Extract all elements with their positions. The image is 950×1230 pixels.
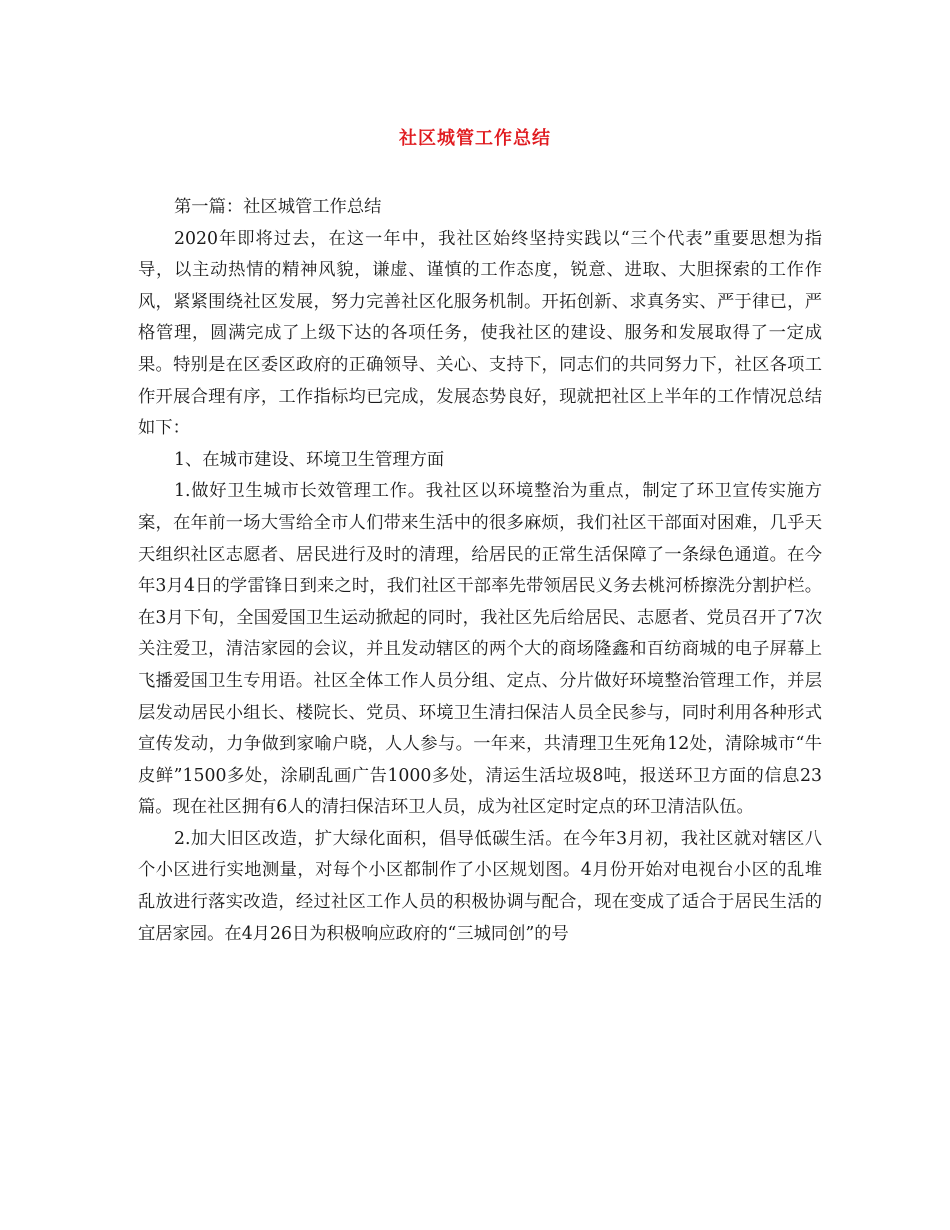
document-body: [138, 192, 822, 950]
intro-paragraph: 2020年即将过去，在这一年中，我社区始终坚持实践以“三个代表”重要思想为指导，以主动热情的精神风貌，谦虚、谨慎的工作态度，锐意、进取、大胆探索的工作作风，紧紧围绕社区发展，努力完善社区化服务机制。开拓创新、求真务实、严于律已，严格管理，圆满完成了上级下达的各项任务，使我社区的建设、服务和发展取得了一定成果。特别是在区委区政府的正确领导、关心、支持下，同志们的共同努力下，社区各项工作开展合理有序，工作指标均已完成，发展态势良好，现就把社区上半年的工作情况总结如下：: [138, 228, 822, 439]
document-title: 社区城管工作总结: [399, 128, 551, 149]
section-heading-city-construction: 1、在城市建设、环境卫生管理方面: [174, 449, 445, 470]
paragraph-sanitation-management: 1.做好卫生城市长效管理工作。我社区以环境整治为重点，制定了环卫宣传实施方案，在年前一场大雪给全市人们带来生活中的很多麻烦，我们社区干部面对困难，几乎天天组织社区志愿者、居民进行及时的清理，给居民的正常生活保障了一条绿色通道。在今年3月4日的学雷锋日到来之时，我们社区干部率先带领居民义务去桃河桥擦洗分割护栏。在3月下旬，全国爱国卫生运动掀起的同时，我社区先后给居民、志愿者、党员召开了7次关注爱卫，清洁家园的会议，并且发动辖区的两个大的商场隆鑫和百纺商城的电子屏幕上飞播爱国卫生专用语。社区全体工作人员分组、定点、分片做好环境整治管理工作，并层层发动居民小组长、楼院长、党员、环境卫生清扫保洁人员全民参与，同时利用各种形式宣传发动，力争做到家喻户晓，人人参与。一年来，共清理卫生死角12处，清除城市“牛皮鲜”1500多处，涂刷乱画广告1000多处，清运生活垃圾8吨，报送环卫方面的信息23 篇。现在社区拥有6人的清扫保洁环卫人员，成为社区定时定点的环卫清洁队伍。: [138, 481, 822, 818]
paragraph-old-district-renovation: 2.加大旧区改造，扩大绿化面积，倡导低碳生活。在今年3月初，我社区就对辖区八个小区进行实地测量，对每个小区都制作了小区规划图。4月份开始对电视台小区的乱堆乱放进行落实改造，经过社区工作人员的积极协调与配合，现在变成了适合于居民生活的宜居家园。在4月26日为积极响应政府的“三城同创”的号: [138, 828, 822, 944]
section-heading-first: 第一篇：社区城管工作总结: [174, 197, 382, 217]
